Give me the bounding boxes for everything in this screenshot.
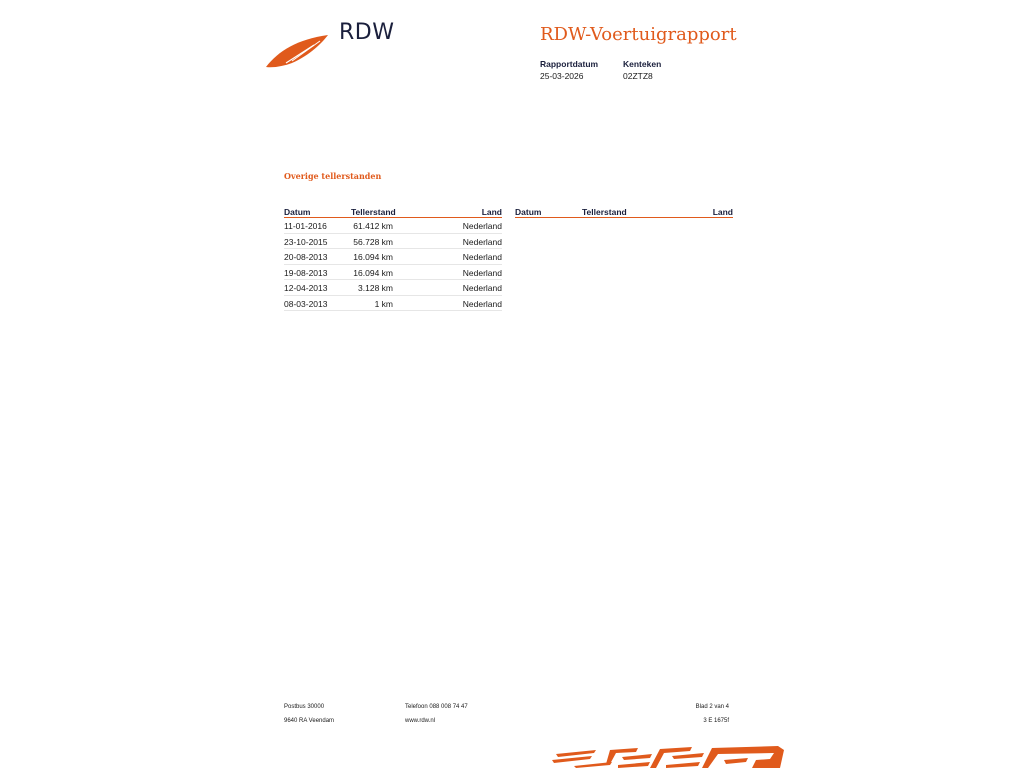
row-odometer: 16.094 km [353, 252, 393, 262]
table-row [284, 280, 502, 296]
report-date-label: Rapportdatum [540, 59, 599, 69]
report-date-value: 25-03-2026 [540, 71, 584, 81]
row-odometer: 56.728 km [353, 236, 393, 247]
row-date: 19-08-2013 [284, 267, 328, 278]
col-datum-header: Datum [284, 207, 311, 217]
row-country: Nederland [462, 298, 502, 309]
table-row [284, 296, 502, 312]
row-country: Nederland [462, 221, 502, 231]
footer-stripes-graphic [552, 746, 784, 768]
footer-phone: Telefoon 088 008 74 47 [405, 704, 468, 710]
row-country: Nederland [462, 236, 502, 247]
row-odometer: 16.094 km [353, 267, 393, 278]
table-row [284, 249, 502, 265]
table-row [284, 218, 502, 234]
report-title: RDW-Voertuigrapport [540, 24, 737, 45]
col-datum-header: Datum [515, 207, 542, 217]
footer-doc-code: 3 E 1675f [703, 718, 729, 724]
table-row [284, 265, 502, 281]
row-date: 23-10-2015 [284, 236, 328, 247]
row-date: 20-08-2013 [284, 252, 328, 262]
row-date: 12-04-2013 [284, 283, 328, 293]
row-odometer: 3.128 km [358, 283, 393, 293]
footer-address-line2: 9640 RA Veendam [284, 718, 335, 724]
footer-website: www.rdw.nl [405, 718, 436, 724]
plate-label: Kenteken [623, 59, 662, 69]
col-land-header: Land [481, 207, 502, 217]
row-country: Nederland [462, 283, 502, 293]
col-tellerstand-header: Tellerstand [351, 207, 396, 217]
footer-address-line1: Postbus 30000 [284, 704, 325, 710]
row-odometer: 61.412 km [353, 221, 393, 231]
col-tellerstand-header: Tellerstand [582, 207, 627, 217]
row-date: 11-01-2016 [284, 221, 327, 231]
col-land-header: Land [712, 207, 733, 217]
table-header [284, 207, 502, 218]
logo-text: RDW [339, 20, 395, 45]
row-odometer: 1 km [374, 298, 393, 309]
odometer-table-left [284, 207, 502, 311]
row-country: Nederland [462, 267, 502, 278]
row-date: 08-03-2013 [284, 298, 328, 309]
row-country: Nederland [462, 252, 502, 262]
footer-page-number: Blad 2 van 4 [695, 704, 729, 710]
section-title: Overige tellerstanden [284, 171, 382, 181]
odometer-table-right [515, 207, 733, 218]
table-row [284, 234, 502, 250]
table-header [515, 207, 733, 218]
plate-value: 02ZTZ8 [623, 71, 653, 81]
rdw-logo-icon [264, 33, 332, 69]
